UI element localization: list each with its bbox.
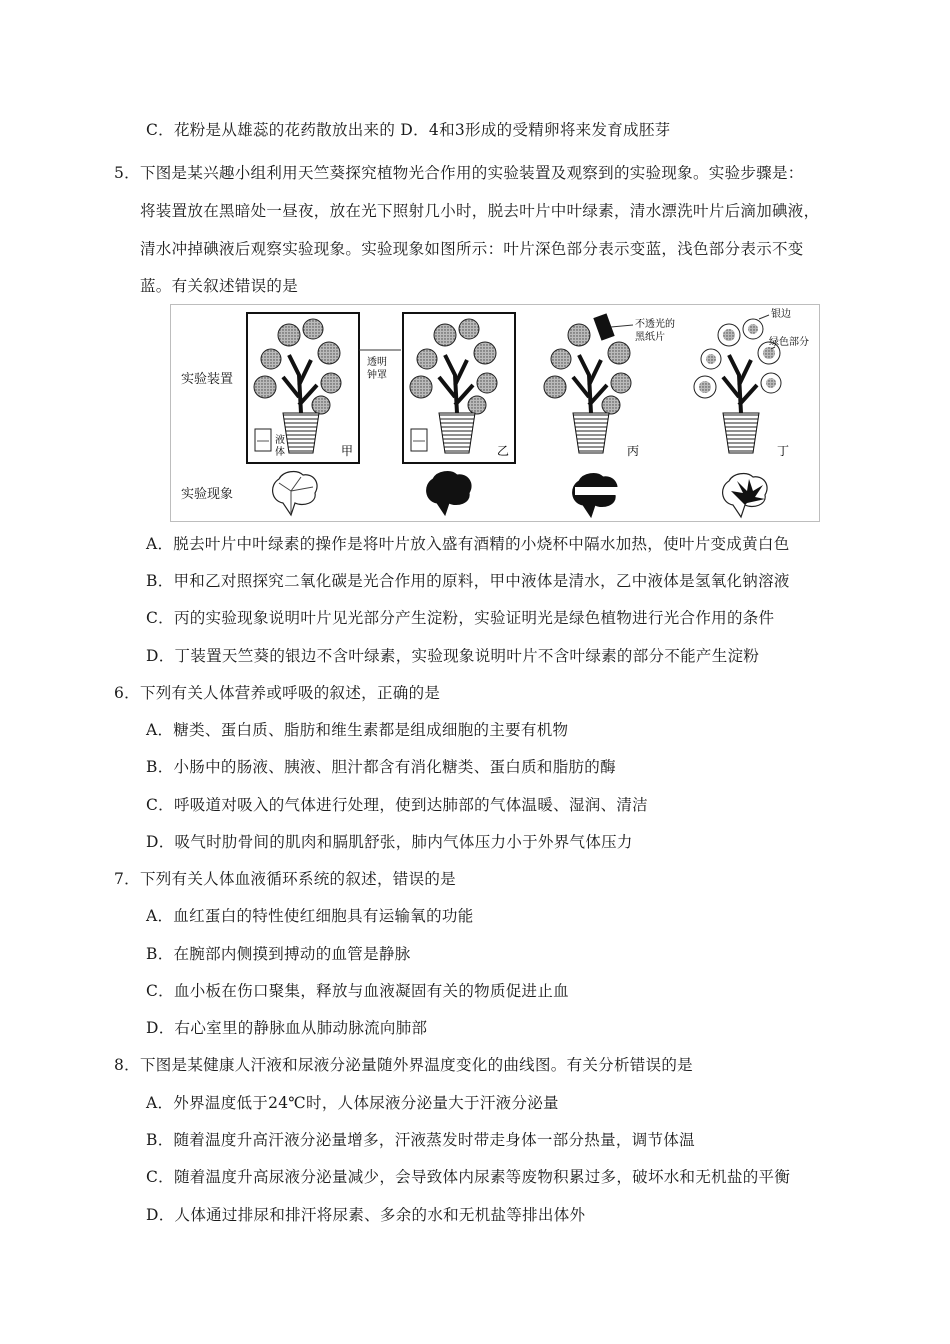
green-part-label: 绿色部分 (769, 337, 809, 348)
q5-stem-line4: 蓝。有关叙述错误的是 (140, 277, 299, 295)
result-leaf-yi (427, 472, 471, 515)
apparatus-bing (544, 313, 675, 458)
q6-option-d: D．吸气时肋骨间的肌肉和膈肌舒张，肺内气体压力小于外界气体压力 (146, 833, 633, 851)
q5-stem-line3: 清水冲掉碘液后观察实验现象。实验现象如图所示：叶片深色部分表示变蓝，浅色部分表示不变 (140, 240, 804, 258)
q7-option-d: D．右心室里的静脉血从肺动脉流向肺部 (146, 1019, 428, 1037)
q5-option-c: C．丙的实验现象说明叶片见光部分产生淀粉，实验证明光是绿色植物进行光合作用的条件 (146, 609, 775, 627)
apparatus-ding (694, 307, 809, 458)
experiment-figure (170, 304, 820, 522)
liquid-label-2: 体 (275, 447, 285, 458)
black-paper-label-2: 黑纸片 (635, 332, 665, 343)
q6-option-c: C．呼吸道对吸入的气体进行处理，使到达肺部的气体温暖、湿润、清洁 (146, 796, 648, 814)
row-label-setup: 实验装置 (181, 372, 234, 387)
q6-option-a: A．糖类、蛋白质、脂肪和维生素都是组成细胞的主要有机物 (146, 721, 569, 739)
q8-stem: 8．下图是某健康人汗液和尿液分泌量随外界温度变化的曲线图。有关分析错误的是 (114, 1056, 693, 1074)
bell-jar-label-2: 钟罩 (367, 370, 387, 381)
black-paper-label-1: 不透光的 (635, 319, 675, 330)
liquid-label-1: 液 (275, 435, 285, 446)
label-ding: 丁 (777, 444, 790, 458)
q6-option-b: B．小肠中的肠液、胰液、胆汁都含有消化糖类、蛋白质和脂肪的酶 (146, 758, 616, 776)
q8-option-c: C．随着温度升高尿液分泌量减少，会导致体内尿素等废物积累过多，破坏水和无机盐的平衡 (146, 1168, 791, 1186)
q7-option-c: C．血小板在伤口聚集，释放与血液凝固有关的物质促进止血 (146, 982, 569, 1000)
apparatus-yi (403, 313, 515, 463)
label-jia: 甲 (341, 444, 354, 458)
result-leaf-ding (723, 474, 767, 517)
q7-option-a: A．血红蛋白的特性使红细胞具有运输氧的功能 (146, 907, 474, 925)
q6-stem: 6．下列有关人体营养或呼吸的叙述，正确的是 (114, 684, 441, 702)
q5-option-b: B．甲和乙对照探究二氧化碳是光合作用的原料，甲中液体是清水，乙中液体是氢氧化钠溶液 (146, 572, 790, 590)
q5-option-a: A．脱去叶片中叶绿素的操作是将叶片放入盛有酒精的小烧杯中隔水加热，使叶片变成黄白色 (146, 535, 790, 553)
q8-option-b: B．随着温度升高汗液分泌量增多，汗液蒸发时带走身体一部分热量，调节体温 (146, 1131, 695, 1149)
q4-option-c: C．花粉是从雄蕊的花药散放出来的 D．4和3形成的受精卵将来发育成胚芽 (146, 121, 671, 139)
q7-option-b: B．在腕部内侧摸到搏动的血管是静脉 (146, 945, 411, 963)
result-leaf-bing (573, 474, 619, 517)
apparatus-jia (247, 313, 359, 463)
result-leaf-jia (273, 472, 317, 515)
q8-option-d: D．人体通过排尿和排汗将尿素、多余的水和无机盐等排出体外 (146, 1206, 586, 1224)
q5-stem-line2: 将装置放在黑暗处一昼夜，放在光下照射几小时，脱去叶片中叶绿素，清水漂洗叶片后滴加碘液， (140, 202, 820, 220)
bell-jar-label-1: 透明 (367, 357, 387, 368)
label-yi: 乙 (497, 444, 510, 458)
q7-stem: 7．下列有关人体血液循环系统的叙述，错误的是 (114, 870, 456, 888)
q5-option-d: D．丁装置天竺葵的银边不含叶绿素，实验现象说明叶片不含叶绿素的部分不能产生淀粉 (146, 647, 760, 665)
q8-option-a: A．外界温度低于24℃时，人体尿液分泌量大于汗液分泌量 (146, 1094, 559, 1112)
row-label-result: 实验现象 (181, 487, 234, 502)
silver-edge-label: 银边 (771, 309, 791, 320)
label-bing: 丙 (627, 444, 640, 458)
q5-stem-line1: 5．下图是某兴趣小组利用天竺葵探究植物光合作用的实验装置及观察到的实验现象。实验步骤是： (114, 164, 804, 182)
